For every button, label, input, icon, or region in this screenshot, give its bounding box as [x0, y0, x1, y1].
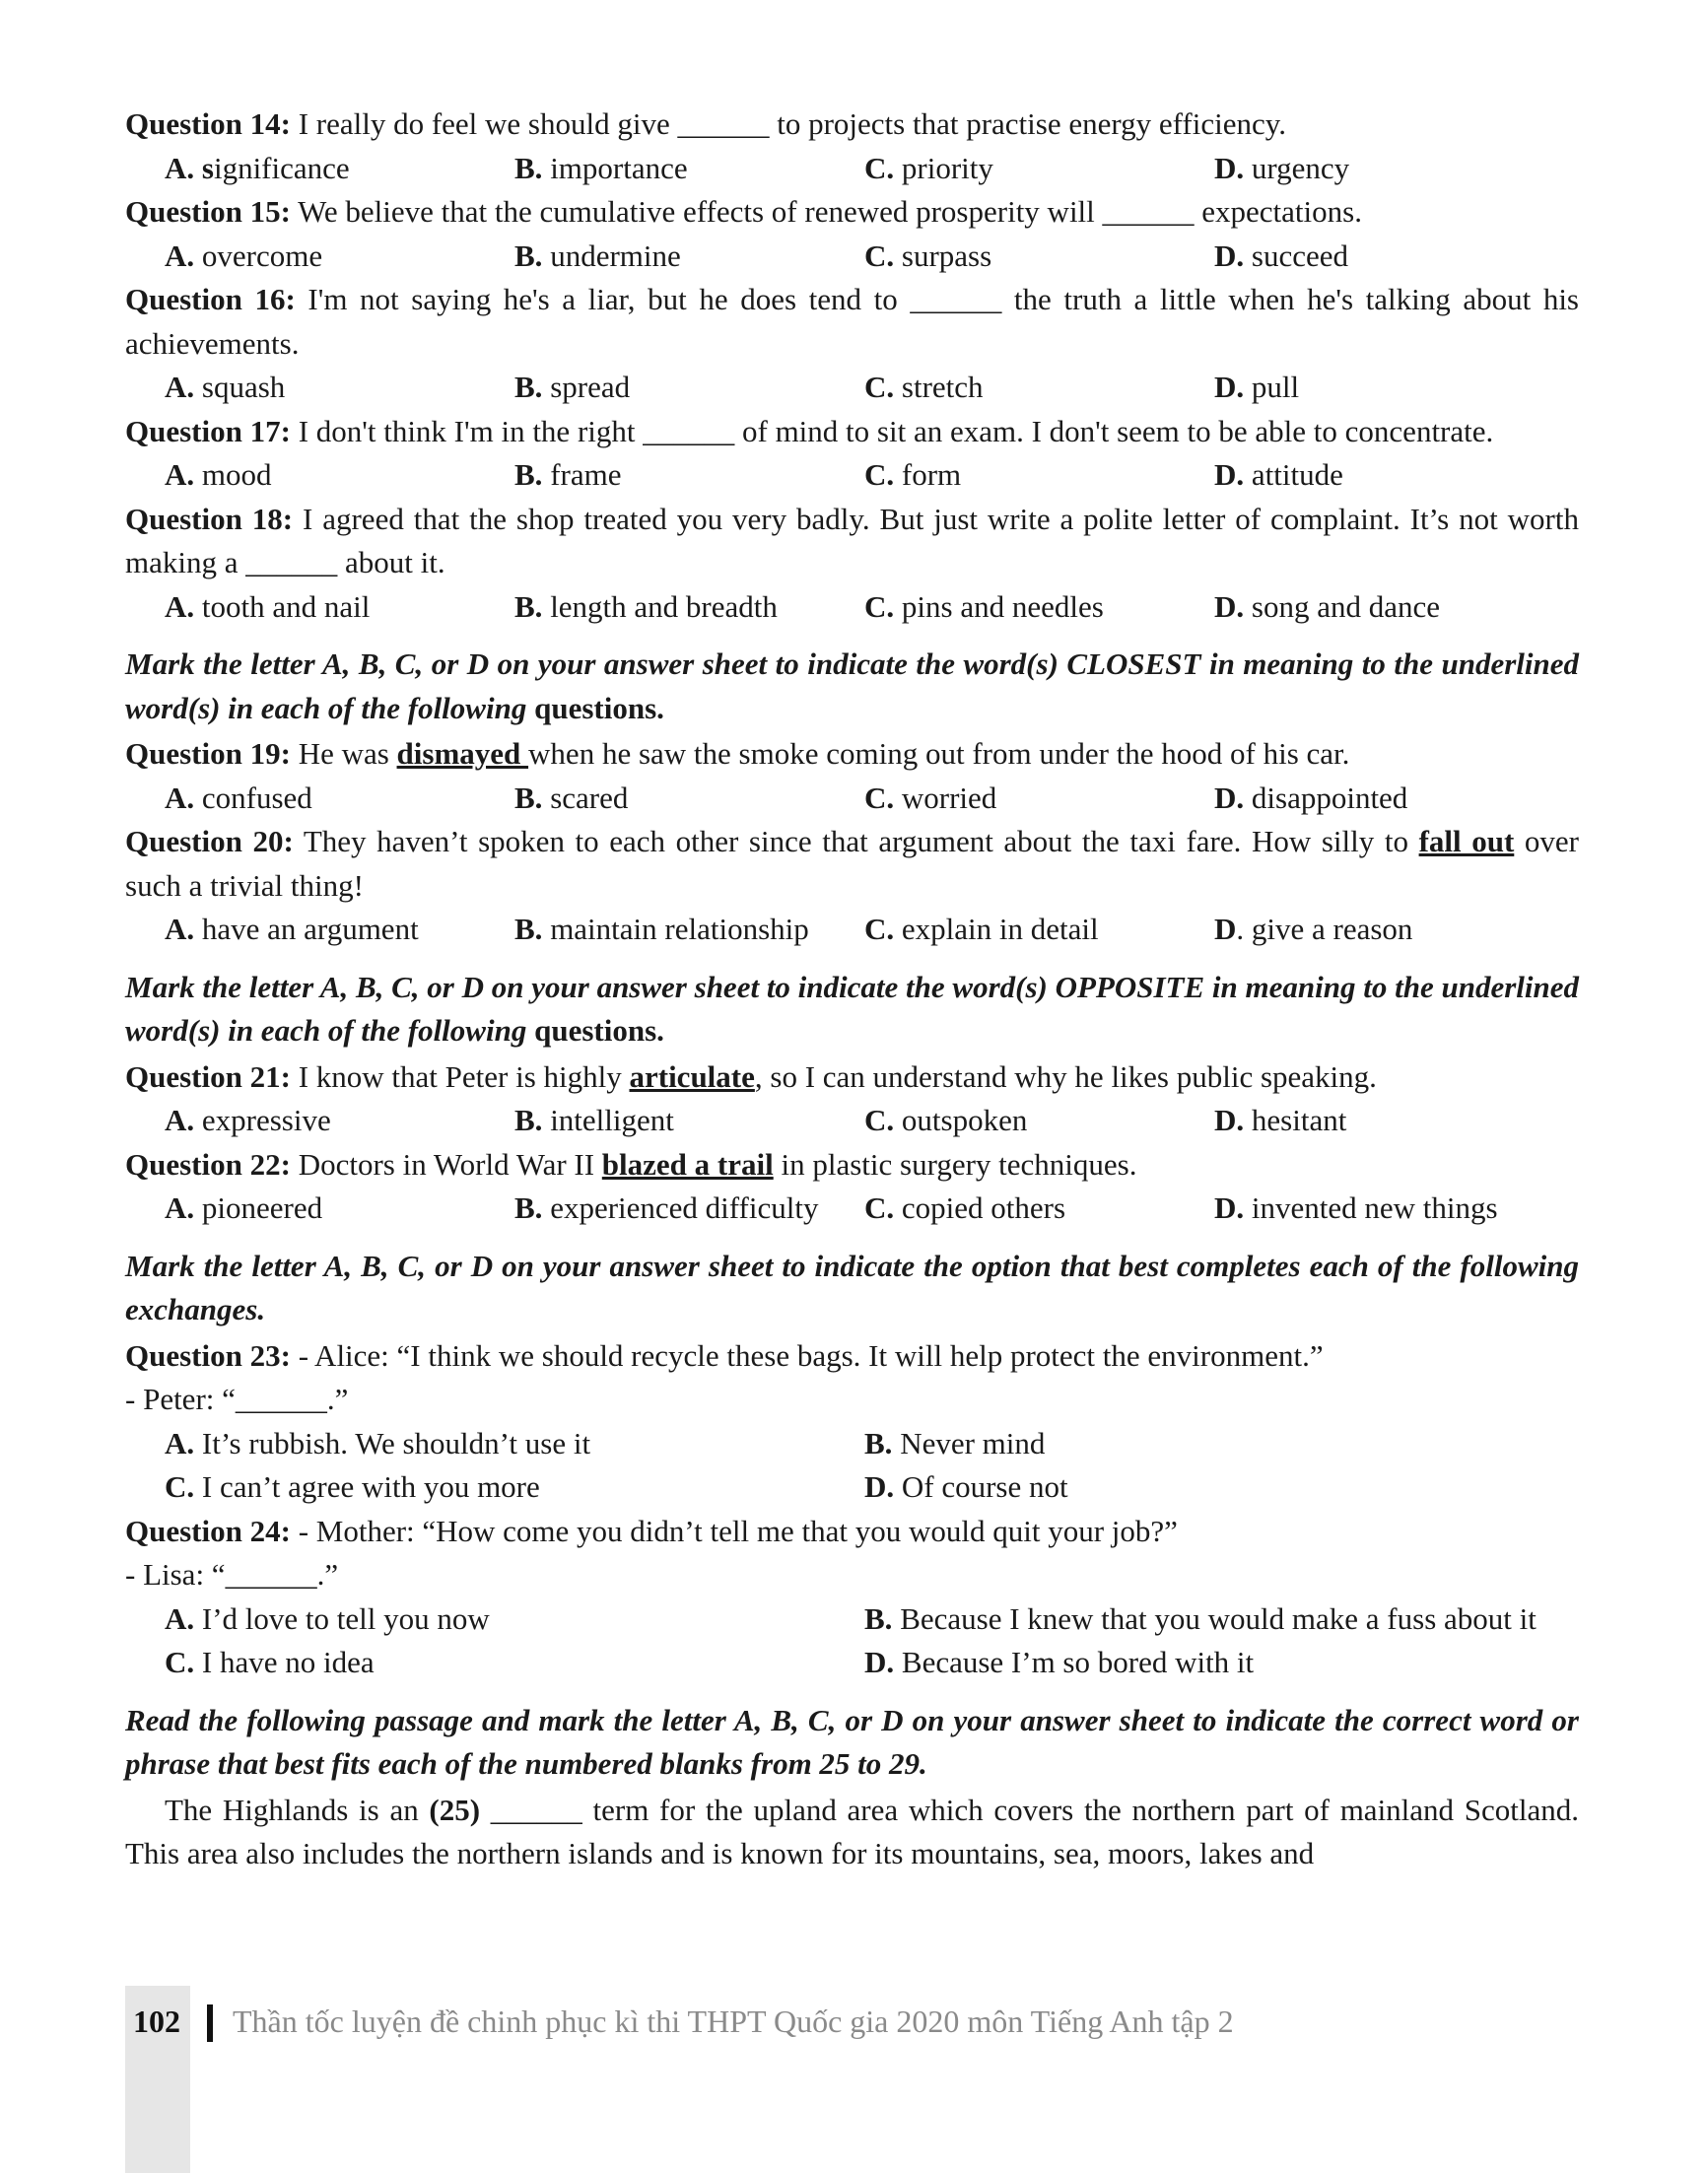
option-c: C. copied others — [864, 1190, 1066, 1225]
option-d: D. urgency — [1214, 150, 1350, 185]
option-d: D. succeed — [1214, 238, 1348, 273]
underlined-word: blazed a trail — [601, 1146, 774, 1182]
options-20 — [125, 908, 1579, 952]
option-d: D. give a reason — [1214, 912, 1413, 946]
question-label: Question 18: — [125, 501, 294, 536]
option-a: A. expressive — [165, 1103, 331, 1137]
question-18 — [125, 498, 1579, 585]
option-b: B. Never mind — [864, 1425, 1046, 1460]
underlined-word: articulate — [629, 1058, 755, 1094]
option-d: D. song and dance — [1214, 588, 1440, 624]
question-label: Question 14: — [125, 106, 291, 141]
options-16 — [125, 366, 1579, 410]
option-c: C. outspoken — [864, 1103, 1028, 1137]
option-a: A. significance — [165, 150, 350, 185]
question-text: We believe that the cumulative effects of renewed prosperity will ______ expectations. — [290, 194, 1362, 229]
option-c: C. pins and needles — [864, 588, 1104, 624]
option-c: C. I have no idea — [165, 1645, 375, 1679]
question-label: Question 23: — [125, 1337, 291, 1373]
option-a: A. mood — [165, 457, 272, 492]
question-21: Question 21: I know that Peter is highly articulate, so I can understand why he likes public speaking. — [125, 1058, 1377, 1094]
question-14 — [125, 102, 1579, 147]
blank-number: (25) — [429, 1792, 481, 1827]
option-c: C. worried — [864, 780, 997, 815]
option-b: B. spread — [514, 370, 631, 404]
underlined-word: fall out — [1418, 824, 1515, 858]
reply-line: - Peter: “______.” — [125, 1382, 349, 1416]
options-15 — [125, 235, 1579, 279]
options-14 — [125, 147, 1579, 191]
options-22 — [125, 1187, 1579, 1231]
question-text: I agreed that the shop treated you very badly. But just write a polite letter of complaint. It’s not worth making a ______ about it. — [125, 501, 1579, 579]
question-20: Question 20: They haven’t spoken to each other since that argument about the taxi fare. How silly to fall out over such a trivial thing! — [125, 824, 1579, 903]
option-a: A. It’s rubbish. We shouldn’t use it — [165, 1425, 591, 1460]
option-b: B. intelligent — [514, 1103, 674, 1137]
option-c: C. stretch — [864, 370, 984, 404]
question-23: Question 23: - Alice: “I think we should recycle these bags. It will help protect the environment.” — [125, 1337, 1324, 1373]
question-24: Question 24: - Mother: “How come you didn’t tell me that you would quit your job?” — [125, 1513, 1178, 1548]
option-d: D. invented new things — [1214, 1190, 1498, 1225]
option-c: C. surpass — [864, 238, 992, 273]
option-d: D. Because I’m so bored with it — [864, 1645, 1255, 1679]
options-23 — [125, 1422, 1579, 1510]
option-b: B. scared — [514, 780, 629, 815]
question-19: Question 19: He was dismayed when he saw the smoke coming out from under the hood of his car. — [125, 736, 1350, 771]
option-c: C. form — [864, 457, 962, 492]
question-text: I don't think I'm in the right ______ of mind to sit an exam. I don't seem to be able to concentrate. — [290, 413, 1494, 448]
section-instruction-passage: Read the following passage and mark the letter A, B, C, or D on your answer sheet to indicate the correct word or phrase that best fits each of the numbered blanks from 25 to 29. — [125, 1702, 1579, 1781]
option-d: D. pull — [1214, 370, 1300, 404]
option-a: A. squash — [165, 370, 286, 404]
question-label: Question 20: — [125, 824, 294, 858]
option-b: B. experienced difficulty — [514, 1190, 819, 1225]
question-16 — [125, 278, 1579, 366]
question-label: Question 24: — [125, 1513, 291, 1548]
option-b: B. maintain relationship — [514, 912, 809, 946]
question-text: I'm not saying he's a liar, but he does tend to ______ the truth a little when he's talking about his achievements. — [125, 282, 1579, 361]
option-a: A. I’d love to tell you now — [165, 1600, 490, 1636]
question-label: Question 17: — [125, 413, 291, 448]
page-number: 102 — [133, 2003, 180, 2039]
option-b: B. importance — [514, 150, 688, 185]
section-instruction-closest: Mark the letter A, B, C, or D on your answer sheet to indicate the word(s) CLOSEST in meaning to the underlined word(s) in each of the following questions. — [125, 646, 1579, 725]
option-b: B. length and breadth — [514, 588, 778, 624]
question-label: Question 22: — [125, 1146, 291, 1182]
section-instruction-opposite: Mark the letter A, B, C, or D on your answer sheet to indicate the word(s) OPPOSITE in meaning to the underlined word(s) in each of the following questions. — [125, 969, 1579, 1048]
question-label: Question 21: — [125, 1058, 291, 1094]
question-15 — [125, 190, 1579, 235]
document-page — [125, 102, 1579, 1876]
section-instruction-exchanges: Mark the letter A, B, C, or D on your answer sheet to indicate the option that best completes each of the following exchanges. — [125, 1248, 1579, 1326]
options-21 — [125, 1099, 1579, 1143]
question-label: Question 19: — [125, 736, 291, 771]
question-label: Question 16: — [125, 282, 296, 316]
option-c: C. explain in detail — [864, 912, 1099, 946]
footer-divider — [207, 2004, 213, 2042]
reading-passage: The Highlands is an (25) ______ term for the upland area which covers the northern part of mainland Scotland. This area also includes the northern islands and is known for its mountains, sea, moors, lakes and — [125, 1792, 1579, 1870]
option-b: B. Because I knew that you would make a fuss about it — [864, 1600, 1537, 1636]
option-d: D. disappointed — [1214, 780, 1408, 815]
option-d: D. attitude — [1214, 457, 1343, 492]
option-b: B. undermine — [514, 238, 681, 273]
options-19 — [125, 777, 1579, 821]
question-17 — [125, 410, 1579, 454]
underlined-word: dismayed — [396, 736, 529, 771]
option-c: C. I can’t agree with you more — [165, 1469, 540, 1504]
question-22: Question 22: Doctors in World War II blazed a trail in plastic surgery techniques. — [125, 1146, 1137, 1182]
option-d: D. hesitant — [1214, 1103, 1347, 1137]
option-a: A. have an argument — [165, 912, 419, 946]
option-a: A. confused — [165, 780, 312, 815]
options-24 — [125, 1597, 1579, 1685]
question-label: Question 15: — [125, 194, 291, 229]
option-c: C. priority — [864, 150, 993, 185]
book-title: Thần tốc luyện đề chinh phục kì thi THPT Quốc gia 2020 môn Tiếng Anh tập 2 — [233, 2003, 1234, 2039]
option-a: A. overcome — [165, 238, 323, 273]
option-d: D. Of course not — [864, 1469, 1068, 1504]
options-18 — [125, 585, 1579, 630]
options-17 — [125, 453, 1579, 498]
question-text: I really do feel we should give ______ to projects that practise energy efficiency. — [290, 106, 1286, 141]
reply-line: - Lisa: “______.” — [125, 1557, 339, 1592]
option-b: B. frame — [514, 457, 622, 492]
option-a: A. pioneered — [165, 1190, 323, 1225]
option-a: A. tooth and nail — [165, 588, 371, 624]
